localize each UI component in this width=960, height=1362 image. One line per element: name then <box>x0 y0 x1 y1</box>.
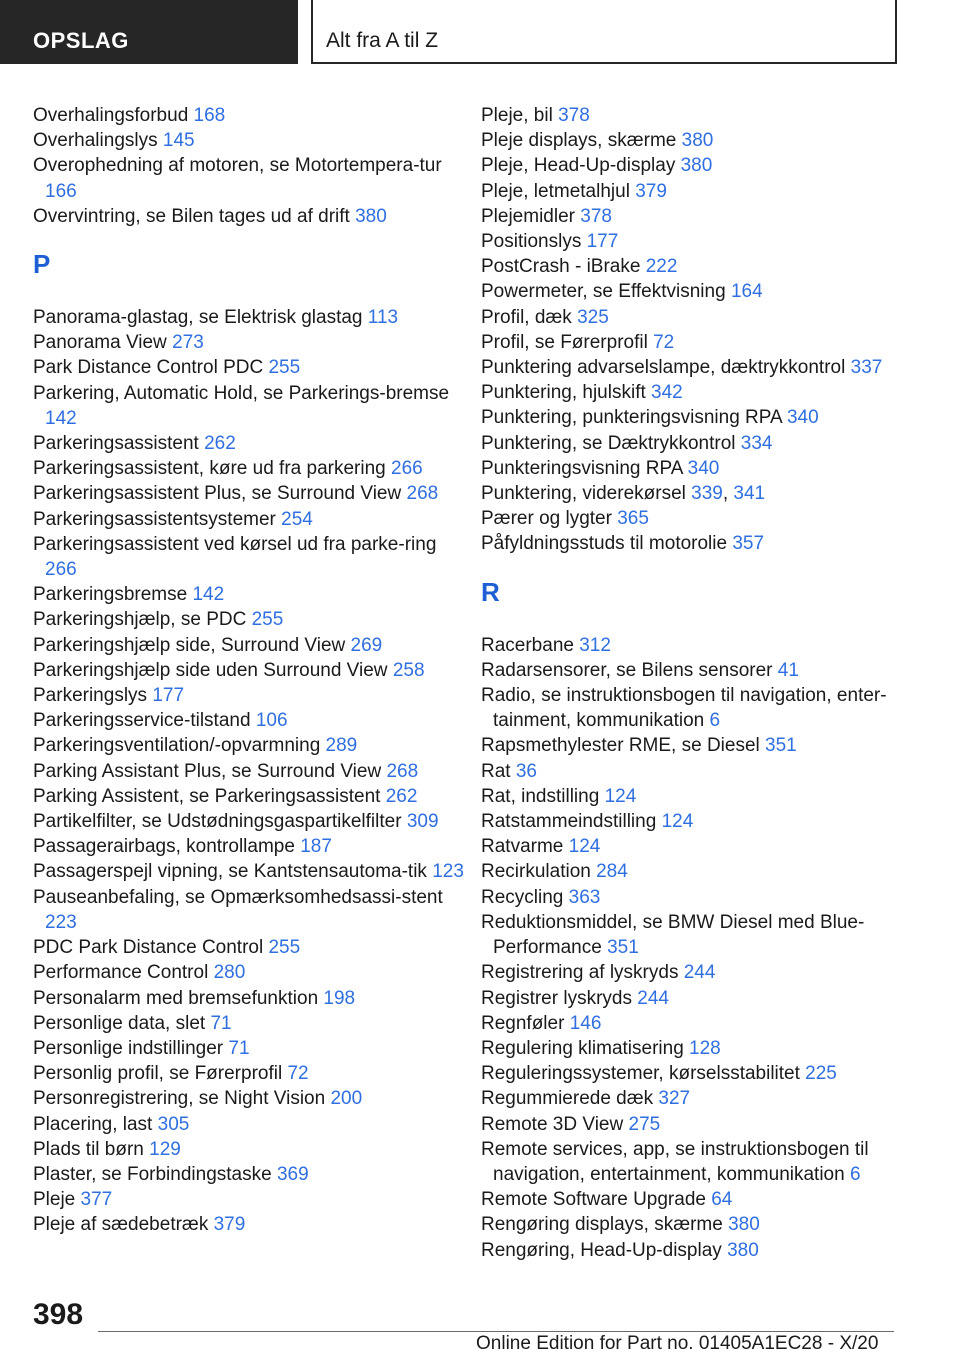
index-entry-text: Panorama View <box>33 332 167 354</box>
index-entry-text: Punktering, hjulskift <box>481 382 646 404</box>
index-entry <box>33 128 473 153</box>
page-link[interactable]: 123 <box>432 861 464 883</box>
page-link[interactable]: 113 <box>367 307 399 329</box>
index-entry <box>481 1011 921 1036</box>
index-entry <box>481 1187 921 1212</box>
index-entry-text: Personlige data, slet <box>33 1012 206 1034</box>
index-entry <box>481 834 921 859</box>
index-entry-text: Powermeter, se Effektvisning <box>481 281 726 303</box>
page-link[interactable]: 244 <box>683 962 716 984</box>
index-entry-text: Pleje displays, skærme <box>481 130 677 152</box>
index-entry-text: Radio, se instruktionsbogen til navigation, enter-tainment, kommunikation <box>481 685 887 732</box>
page-link[interactable]: 71 <box>210 1012 232 1034</box>
index-entry-text: Pleje, Head-Up-display <box>481 155 676 177</box>
page-link[interactable]: 36 <box>515 760 537 782</box>
index-entry-text: Påfyldningsstuds til motorolie <box>481 533 728 555</box>
index-entry <box>33 1061 473 1086</box>
index-column-right <box>481 103 921 1263</box>
page-link[interactable]: 351 <box>607 937 639 959</box>
index-entry-text: Recycling <box>481 886 564 908</box>
index-entry <box>33 1212 473 1237</box>
index-entry <box>481 1112 921 1137</box>
index-entry <box>33 1162 473 1187</box>
index-entry <box>481 859 921 884</box>
index-entry-text: Parkeringsassistent Plus, se Surround View <box>33 483 402 505</box>
index-entry-text: Regnføler <box>481 1012 565 1034</box>
index-entry-text: Pleje, letmetalhjul <box>481 180 630 202</box>
page-link[interactable]: 369 <box>276 1163 309 1185</box>
page-link[interactable]: 6 <box>849 1163 861 1185</box>
page-link[interactable]: 284 <box>596 861 628 883</box>
index-entry-text: Pærer og lygter <box>481 508 612 530</box>
index-entry <box>33 607 473 632</box>
index-entry <box>33 784 473 809</box>
page-link[interactable]: 72 <box>287 1063 309 1085</box>
index-entry-text: Overophedning af motoren, se Motortempera-tur <box>33 155 442 177</box>
page-link[interactable]: 177 <box>152 685 185 707</box>
page-link[interactable]: 357 <box>732 533 765 555</box>
page-link[interactable]: 106 <box>255 710 288 732</box>
page-link[interactable]: 72 <box>653 331 675 353</box>
index-entry-text: Overhalingslys <box>33 130 158 152</box>
edition-note: Online Edition for Part no. 01405A1EC28 - X/20 <box>476 1333 879 1354</box>
index-entry-text: Placering, last <box>33 1113 153 1135</box>
page-link[interactable]: 254 <box>281 508 313 530</box>
page-link[interactable]: 198 <box>323 987 356 1009</box>
page-link[interactable]: 363 <box>568 886 601 908</box>
page-link[interactable]: 380 <box>728 1214 760 1236</box>
index-entry-text: Ratvarme <box>481 836 564 858</box>
index-entry <box>481 279 921 304</box>
index-entry <box>33 507 473 532</box>
index-entry-text: Rengøring, Head-Up-display <box>481 1239 722 1261</box>
page-link[interactable]: 187 <box>300 836 332 858</box>
index-entry <box>481 179 921 204</box>
index-entry <box>481 1086 921 1111</box>
index-entry-text: Punktering, se Dæktrykkontrol <box>481 432 736 454</box>
index-entry <box>33 153 473 203</box>
index-entry <box>33 381 473 431</box>
index-entry: Punktering, viderekørsel 339, 341 <box>481 483 766 505</box>
index-entry-text: Profil, se Førerprofil <box>481 331 648 353</box>
index-letter-heading: R <box>481 576 500 607</box>
index-entry <box>33 834 473 859</box>
page-link[interactable]: 262 <box>385 785 418 807</box>
index-entry-text: Punktering advarselslampe, dæktrykkontrol <box>481 357 846 379</box>
index-entry-text: Registrer lyskryds <box>481 987 632 1009</box>
index-entry <box>481 456 921 481</box>
page-link[interactable]: 166 <box>45 180 77 202</box>
page-link[interactable]: 223 <box>45 911 77 933</box>
page-link[interactable]: 378 <box>558 105 590 126</box>
index-entry-text: Parkeringslys <box>33 685 148 707</box>
index-entry-text: Passagerairbags, kontrollampe <box>33 836 295 858</box>
index-entry <box>33 330 473 355</box>
index-entry-text: Profil, dæk <box>481 306 572 328</box>
index-entry-text: Ratstammeindstilling <box>481 811 657 833</box>
index-entry-text: Reduktionsmiddel, se BMW Diesel med Blue-Performance <box>481 911 865 959</box>
page-link[interactable]: 340 <box>687 457 720 479</box>
page-link[interactable]: 244 <box>637 987 669 1009</box>
page-link[interactable]: 365 <box>617 508 649 530</box>
index-entry <box>481 759 921 784</box>
section-label: OPSLAG <box>33 28 129 53</box>
page-link[interactable]: 124 <box>568 836 601 858</box>
index-entry <box>33 708 473 733</box>
index-entry-text: Pleje af sædebetræk <box>33 1214 209 1236</box>
page-link[interactable]: 380 <box>681 130 714 152</box>
page-link[interactable]: 309 <box>406 811 439 833</box>
index-entry <box>33 103 473 128</box>
index-entry <box>481 229 921 254</box>
index-entry-text: Plejemidler <box>481 205 575 227</box>
index-entry <box>33 759 473 784</box>
page-link[interactable]: 266 <box>45 559 77 581</box>
index-entry-text: Rapsmethylester RME, se Diesel <box>481 735 760 757</box>
index-entry-text: Rat <box>481 760 511 782</box>
page-link[interactable]: 124 <box>661 811 694 833</box>
index-entry-text: Reguleringssystemer, kørselsstabilitet <box>481 1063 800 1085</box>
page-link[interactable]: 339 <box>691 483 723 505</box>
section-tab <box>0 0 298 64</box>
page-link[interactable]: 255 <box>268 937 301 959</box>
index-entry-text: Parkeringsassistent <box>33 433 199 455</box>
page-link[interactable]: 379 <box>213 1214 246 1236</box>
index-entry <box>481 683 921 733</box>
page-link[interactable]: 71 <box>228 1037 250 1059</box>
index-entry-text: Panorama-glastag, se Elektrisk glastag <box>33 307 363 329</box>
index-entry <box>481 1137 921 1187</box>
index-entry <box>481 633 921 658</box>
page-link[interactable]: 327 <box>658 1088 691 1110</box>
page-link[interactable]: 379 <box>635 180 667 202</box>
page-link[interactable]: 64 <box>711 1189 733 1211</box>
index-entry-text: Parkeringsassistent, køre ud fra parkering <box>33 458 386 480</box>
page-link[interactable]: 146 <box>569 1012 602 1034</box>
page-link[interactable]: 342 <box>651 382 683 404</box>
index-entry-text: Parkeringsventilation/-opvarmning <box>33 735 321 757</box>
index-entry-text: Radarsensorer, se Bilens sensorer <box>481 659 773 681</box>
index-entry-text: Positionslys <box>481 231 582 253</box>
index-entry <box>481 380 921 405</box>
index-entry <box>481 355 921 380</box>
index-entry <box>481 305 921 330</box>
index-entry-text: Parkeringsassistent ved kørsel ud fra parke-ring <box>33 533 437 555</box>
index-entry <box>481 431 921 456</box>
index-entry <box>481 254 921 279</box>
index-entry <box>33 532 473 582</box>
index-entry-text: PostCrash - iBrake <box>481 256 641 278</box>
page-link[interactable]: 225 <box>805 1063 837 1085</box>
index-entry-text: Remote Software Upgrade <box>481 1189 706 1211</box>
index-entry-text: Regummierede dæk <box>481 1088 654 1110</box>
index-entry-text: Remote services, app, se instruktionsbogen til navigation, entertainment, kommunikation <box>481 1138 869 1185</box>
page-link[interactable]: 142 <box>45 407 77 429</box>
index-entry-text: Personlig profil, se Førerprofil <box>33 1063 283 1085</box>
chapter-title: Alt fra A til Z <box>326 29 439 52</box>
page-link[interactable]: 380 <box>355 205 387 227</box>
chapter-header <box>311 0 897 64</box>
index-entry-text: Pleje, bil <box>481 105 553 126</box>
index-entry-text: Plaster, se Forbindingstaske <box>33 1163 272 1185</box>
page-link[interactable]: 380 <box>680 155 713 177</box>
index-entry-text: Racerbane <box>481 634 574 656</box>
index-letter-heading: P <box>33 249 51 280</box>
index-entry <box>33 1036 473 1061</box>
footer-rule <box>98 1331 894 1332</box>
page-link[interactable]: 275 <box>628 1113 661 1135</box>
index-entry <box>33 1112 473 1137</box>
index-entry-text: Punktering, viderekørsel <box>481 483 686 505</box>
page-link[interactable]: 266 <box>391 458 423 480</box>
index-entry <box>33 1137 473 1162</box>
index-entry-text: PDC Park Distance Control <box>33 937 264 959</box>
index-entry-text: Overhalingsforbud <box>33 105 189 126</box>
page-link[interactable]: 340 <box>786 407 819 429</box>
index-entry <box>481 506 921 531</box>
index-entry-text: Recirkulation <box>481 861 591 883</box>
page-link[interactable]: 351 <box>765 735 797 757</box>
index-entry <box>33 859 473 884</box>
index-entry <box>33 305 473 330</box>
page-link[interactable]: 255 <box>251 609 284 631</box>
page-link[interactable]: 312 <box>579 634 611 656</box>
index-entry <box>33 633 473 658</box>
index-entry <box>33 204 473 229</box>
page-link[interactable]: 255 <box>268 357 301 379</box>
page-link[interactable]: 142 <box>192 584 225 606</box>
index-entry <box>481 128 921 153</box>
index-entry <box>481 330 921 355</box>
index-entry-text: Pauseanbefaling, se Opmærksomhedsassi-stent <box>33 886 443 908</box>
page-link[interactable]: 177 <box>586 231 619 253</box>
index-entry <box>33 1187 473 1212</box>
index-entry-text: Parking Assistant Plus, se Surround View <box>33 760 382 782</box>
page-link[interactable]: 6 <box>709 710 721 732</box>
page-link[interactable]: 377 <box>80 1189 113 1211</box>
page-link[interactable]: 200 <box>330 1088 363 1110</box>
index-entry-text: Parking Assistent, se Parkeringsassistent <box>33 785 381 807</box>
index-entry <box>33 935 473 960</box>
page-link[interactable]: 164 <box>730 281 763 303</box>
index-entry-text: Registrering af lyskryds <box>481 962 679 984</box>
index-entry <box>33 658 473 683</box>
index-entry-text: Parkeringsbremse <box>33 584 188 606</box>
index-entry-text: Rengøring displays, skærme <box>481 1214 723 1236</box>
index-entry-text: Rat, indstilling <box>481 785 600 807</box>
page-link[interactable]: 168 <box>193 105 226 126</box>
page-link[interactable]: 289 <box>325 735 358 757</box>
page-link[interactable]: 262 <box>204 433 236 455</box>
index-entry-text: Partikelfilter, se Udstødningsgaspartikelfilter <box>33 811 402 833</box>
index-entry-text: Parkeringsservice-tilstand <box>33 710 251 732</box>
page-link[interactable]: 325 <box>577 306 609 328</box>
index-entry <box>481 103 921 128</box>
page-link[interactable]: 269 <box>350 634 383 656</box>
index-entry <box>481 658 921 683</box>
page-link[interactable]: 378 <box>580 205 612 227</box>
index-entry-text: Pleje <box>33 1189 76 1211</box>
index-entry-text: Parkeringshjælp, se PDC <box>33 609 247 631</box>
page-number: 398 <box>33 1298 84 1331</box>
index-entry <box>33 885 473 935</box>
index-entry-text: Personalarm med bremsefunktion <box>33 987 319 1009</box>
page-link[interactable]: 268 <box>406 483 439 505</box>
index-entry <box>33 986 473 1011</box>
page-link[interactable]: 337 <box>850 357 883 379</box>
index-entry <box>33 1086 473 1111</box>
index-entry <box>33 809 473 834</box>
page-link[interactable]: 380 <box>727 1239 759 1261</box>
page-link[interactable]: 305 <box>157 1113 190 1135</box>
page-link[interactable]: 124 <box>604 785 637 807</box>
page-link[interactable]: 129 <box>149 1138 181 1160</box>
index-entry-text: Punkteringsvisning RPA <box>481 457 683 479</box>
index-entry <box>481 153 921 178</box>
page-link[interactable]: 128 <box>689 1037 721 1059</box>
index-entry-text: Personlige indstillinger <box>33 1037 224 1059</box>
index-entry <box>481 1212 921 1237</box>
page-link[interactable]: 41 <box>777 659 799 681</box>
index-entry-text: Passagerspejl vipning, se Kantstensautoma-tik <box>33 861 427 883</box>
page-link[interactable]: 145 <box>162 130 195 152</box>
index-entry <box>33 1011 473 1036</box>
page-link[interactable]: 258 <box>392 659 425 681</box>
index-entry-text: Parkeringsassistentsystemer <box>33 508 276 530</box>
index-entry-text: Plads til børn <box>33 1138 144 1160</box>
index-entry <box>33 431 473 456</box>
index-entry-text: Punktering, punkteringsvisning RPA <box>481 407 782 429</box>
index-entry <box>481 405 921 430</box>
index-entry <box>481 204 921 229</box>
index-entry <box>33 355 473 380</box>
page-link[interactable]: 334 <box>740 432 773 454</box>
index-entry-text: Overvintring, se Bilen tages ud af drift <box>33 205 350 227</box>
index-entry <box>481 733 921 758</box>
index-entry <box>33 481 473 506</box>
index-entry <box>33 683 473 708</box>
index-entry <box>481 910 921 960</box>
page-link[interactable]: 222 <box>645 256 678 278</box>
index-entry <box>33 582 473 607</box>
index-entry <box>481 1238 921 1263</box>
index-entry <box>33 733 473 758</box>
index-entry-text: Park Distance Control PDC <box>33 357 264 379</box>
index-entry-text: Regulering klimatisering <box>481 1037 684 1059</box>
index-entry-text: Parkeringshjælp side uden Surround View <box>33 659 388 681</box>
index-entry <box>481 986 921 1011</box>
index-entry <box>481 784 921 809</box>
index-entry-text: Parkeringshjælp side, Surround View <box>33 634 346 656</box>
index-entry <box>481 960 921 985</box>
index-entry <box>33 456 473 481</box>
index-entry-text: Remote 3D View <box>481 1113 624 1135</box>
index-entry <box>33 960 473 985</box>
index-entry <box>481 809 921 834</box>
page-link[interactable]: 273 <box>172 332 204 354</box>
page-link[interactable]: 280 <box>213 962 246 984</box>
index-entry-text: Personregistrering, se Night Vision <box>33 1088 326 1110</box>
index-entry <box>481 1036 921 1061</box>
index-entry-text: Performance Control <box>33 962 209 984</box>
page-link[interactable]: 268 <box>386 760 419 782</box>
index-column-left <box>33 103 473 1238</box>
index-entry <box>481 885 921 910</box>
index-entry <box>481 531 921 556</box>
index-entry <box>481 1061 921 1086</box>
page-link[interactable]: 341 <box>733 483 766 505</box>
index-entry-text: Parkering, Automatic Hold, se Parkerings-bremse <box>33 382 450 404</box>
